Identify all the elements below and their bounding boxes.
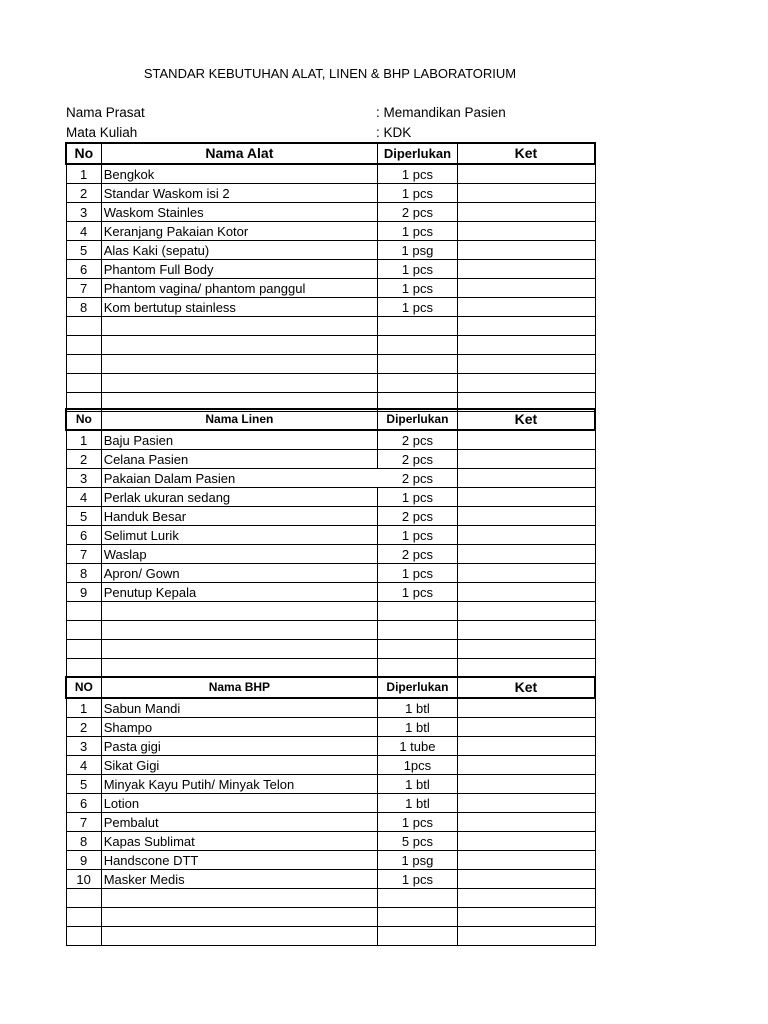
row-qty: 1 pcs [378,164,458,184]
row-name: Bengkok [101,164,377,184]
row-ket [457,222,595,241]
row-name: Keranjang Pakaian Kotor [101,222,377,241]
empty-cell [457,640,595,659]
row-ket [457,488,595,507]
table-row [66,545,595,564]
kuliah-label: Mata Kuliah [66,125,138,140]
row-qty: 2 pcs [378,469,458,488]
empty-cell [101,336,377,355]
row-no: 5 [66,241,101,260]
row-no: 1 [66,164,101,184]
row-ket [457,870,595,889]
row-qty: 1 btl [378,698,458,718]
header-qty: Diperlukan [378,143,458,164]
empty-cell [66,908,101,927]
row-ket [457,756,595,775]
row-no: 6 [66,526,101,545]
table-row [66,794,595,813]
row-name: Penutup Kepala [101,583,377,602]
row-name: Waskom Stainles [101,203,377,222]
empty-row [66,602,595,621]
empty-cell [101,659,377,678]
row-name: Lotion [101,794,377,813]
row-ket [457,164,595,184]
row-qty: 2 pcs [378,450,458,469]
empty-cell [66,889,101,908]
row-name: Masker Medis [101,870,377,889]
row-ket [457,775,595,794]
row-name: Alas Kaki (sepatu) [101,241,377,260]
row-name: Celana Pasien [101,450,377,469]
row-qty: 1 pcs [378,488,458,507]
row-name: Handuk Besar [101,507,377,526]
header-qty: Diperlukan [378,677,458,698]
row-ket [457,718,595,737]
row-qty: 1 pcs [378,813,458,832]
row-ket [457,430,595,450]
row-ket [457,832,595,851]
table-row [66,450,595,469]
row-qty: 1 psg [378,851,458,870]
empty-cell [378,889,458,908]
empty-cell [457,908,595,927]
row-qty: 1 btl [378,794,458,813]
row-name: Selimut Lurik [101,526,377,545]
row-name: Sikat Gigi [101,756,377,775]
row-name: Sabun Mandi [101,698,377,718]
table-row [66,870,595,889]
prasat-label: Nama Prasat [66,105,145,120]
row-name: Phantom Full Body [101,260,377,279]
row-qty: 1 btl [378,775,458,794]
row-ket [457,583,595,602]
row-qty: 1 pcs [378,184,458,203]
empty-cell [101,640,377,659]
empty-cell [66,927,101,946]
table-row [66,718,595,737]
row-qty: 1 pcs [378,279,458,298]
row-qty: 1 btl [378,718,458,737]
table-row [66,583,595,602]
row-qty: 1pcs [378,756,458,775]
table-row [66,222,595,241]
empty-cell [101,317,377,336]
row-qty: 1 tube [378,737,458,756]
header-ket: Ket [457,409,595,430]
row-ket [457,737,595,756]
row-name: Kom bertutup stainless [101,298,377,317]
table-row [66,775,595,794]
empty-cell [457,355,595,374]
row-name: Handscone DTT [101,851,377,870]
bhp-table [65,676,596,946]
empty-cell [101,355,377,374]
table-row [66,430,595,450]
header-name: Nama Linen [101,409,377,430]
row-no: 6 [66,794,101,813]
header-name: Nama BHP [101,677,377,698]
table-row [66,507,595,526]
row-no: 10 [66,870,101,889]
empty-cell [66,336,101,355]
empty-row [66,659,595,678]
row-no: 2 [66,450,101,469]
table-row [66,164,595,184]
table-row [66,851,595,870]
empty-cell [378,908,458,927]
header-no: No [66,409,101,430]
header-name: Nama Alat [101,143,377,164]
header-ket: Ket [457,677,595,698]
row-ket [457,469,595,488]
row-no: 1 [66,430,101,450]
linen-header-row [66,409,595,430]
row-no: 7 [66,813,101,832]
empty-row [66,355,595,374]
table-row [66,698,595,718]
row-name: Standar Waskom isi 2 [101,184,377,203]
row-name: Kapas Sublimat [101,832,377,851]
empty-cell [101,927,377,946]
table-row [66,260,595,279]
row-name: Perlak ukuran sedang [101,488,377,507]
table-row [66,832,595,851]
prasat-value: : Memandikan Pasien [376,105,506,120]
row-qty: 1 pcs [378,870,458,889]
row-no: 7 [66,545,101,564]
row-ket [457,203,595,222]
table-row [66,564,595,583]
empty-cell [101,602,377,621]
empty-cell [66,602,101,621]
row-name: Shampo [101,718,377,737]
empty-cell [378,602,458,621]
row-no: 4 [66,488,101,507]
header-qty: Diperlukan [378,409,458,430]
row-no: 9 [66,851,101,870]
row-ket [457,279,595,298]
row-ket [457,450,595,469]
row-ket [457,545,595,564]
empty-cell [457,621,595,640]
row-ket [457,184,595,203]
empty-cell [457,927,595,946]
alat-table [65,142,596,412]
empty-cell [378,621,458,640]
row-ket [457,794,595,813]
empty-row [66,621,595,640]
row-qty: 2 pcs [378,507,458,526]
empty-cell [101,889,377,908]
empty-cell [66,374,101,393]
empty-cell [378,640,458,659]
row-no: 9 [66,583,101,602]
empty-cell [101,374,377,393]
row-no: 8 [66,564,101,583]
row-qty: 1 pcs [378,583,458,602]
empty-cell [101,621,377,640]
row-name: Pembalut [101,813,377,832]
empty-cell [457,602,595,621]
table-row [66,469,595,488]
row-ket [457,851,595,870]
row-ket [457,507,595,526]
page-title: STANDAR KEBUTUHAN ALAT, LINEN & BHP LABORATORIUM [143,66,517,81]
row-qty: 2 pcs [378,545,458,564]
empty-cell [66,355,101,374]
row-no: 8 [66,832,101,851]
row-name: Phantom vagina/ phantom panggul [101,279,377,298]
row-ket [457,526,595,545]
table-row [66,241,595,260]
row-name: Pasta gigi [101,737,377,756]
empty-row [66,317,595,336]
empty-cell [101,908,377,927]
row-qty: 2 pcs [378,430,458,450]
empty-row [66,336,595,355]
row-ket [457,298,595,317]
table-row [66,298,595,317]
row-no: 5 [66,507,101,526]
header-no: NO [66,677,101,698]
row-qty: 5 pcs [378,832,458,851]
row-name: Baju Pasien [101,430,377,450]
row-no: 3 [66,203,101,222]
row-qty: 1 pcs [378,526,458,545]
row-qty: 1 pcs [378,564,458,583]
row-qty: 2 pcs [378,203,458,222]
row-ket [457,564,595,583]
empty-row [66,889,595,908]
row-qty: 1 pcs [378,222,458,241]
linen-table [65,408,596,678]
table-row [66,813,595,832]
row-ket [457,813,595,832]
table-row [66,184,595,203]
row-name: Pakaian Dalam Pasien [101,469,377,488]
row-qty: 1 psg [378,241,458,260]
empty-cell [457,889,595,908]
empty-row [66,908,595,927]
header-ket: Ket [457,143,595,164]
empty-cell [378,355,458,374]
empty-cell [457,336,595,355]
row-no: 7 [66,279,101,298]
row-qty: 1 pcs [378,298,458,317]
row-no: 4 [66,222,101,241]
row-no: 1 [66,698,101,718]
row-no: 6 [66,260,101,279]
kuliah-value: : KDK [376,125,412,140]
row-no: 4 [66,756,101,775]
empty-cell [66,659,101,678]
empty-row [66,927,595,946]
row-no: 2 [66,718,101,737]
table-row [66,737,595,756]
empty-cell [378,317,458,336]
row-ket [457,241,595,260]
row-no: 8 [66,298,101,317]
table-row [66,279,595,298]
row-name: Apron/ Gown [101,564,377,583]
empty-cell [66,621,101,640]
row-qty: 1 pcs [378,260,458,279]
empty-cell [378,336,458,355]
row-no: 3 [66,469,101,488]
table-row [66,488,595,507]
empty-cell [378,374,458,393]
table-row [66,756,595,775]
empty-cell [378,927,458,946]
empty-cell [66,317,101,336]
row-no: 2 [66,184,101,203]
table-row [66,203,595,222]
alat-header-row [66,143,595,164]
header-no: No [66,143,101,164]
row-name: Minyak Kayu Putih/ Minyak Telon [101,775,377,794]
empty-row [66,374,595,393]
empty-row [66,640,595,659]
row-no: 5 [66,775,101,794]
empty-cell [457,374,595,393]
table-row [66,526,595,545]
row-ket [457,260,595,279]
empty-cell [66,640,101,659]
empty-cell [457,659,595,678]
empty-cell [457,317,595,336]
bhp-header-row [66,677,595,698]
row-ket [457,698,595,718]
empty-cell [378,659,458,678]
row-name: Waslap [101,545,377,564]
row-no: 3 [66,737,101,756]
